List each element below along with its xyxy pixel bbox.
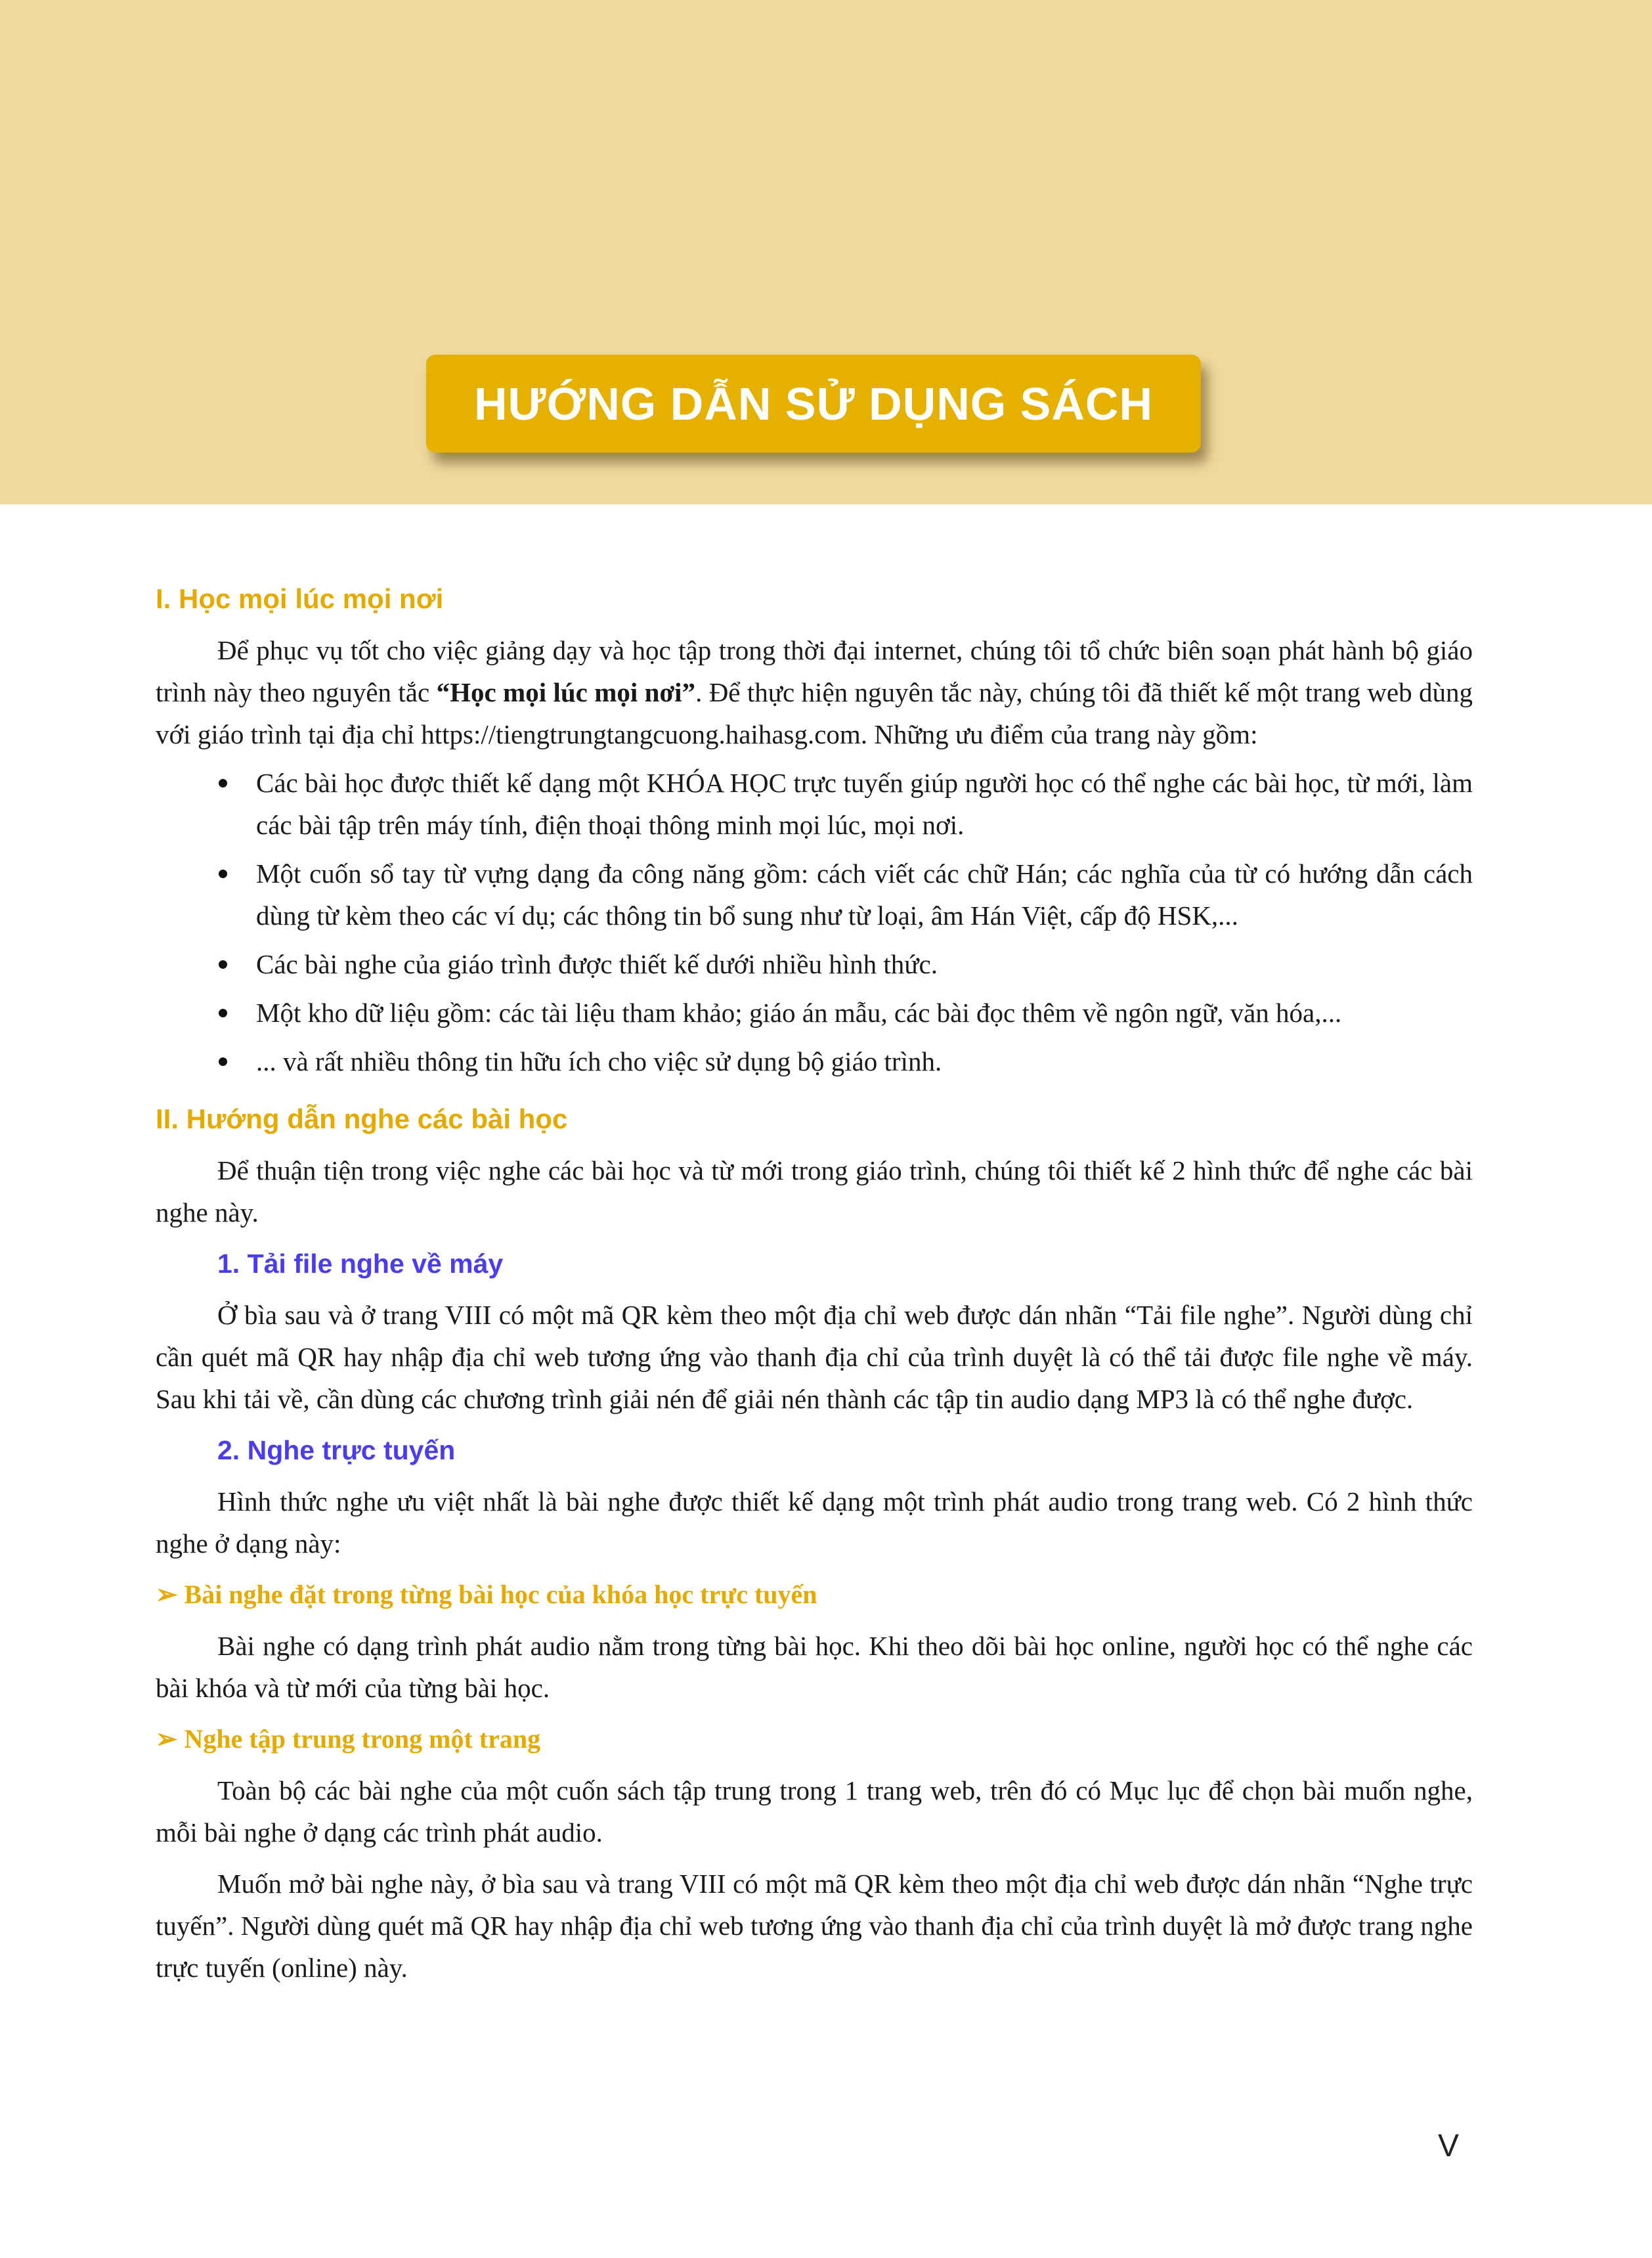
list-item-text: Một cuốn sổ tay từ vựng dạng đa công năng gồm: cách viết các chữ Hán; các nghĩa của từ có hướng dẫn cách dùng từ kèm theo các ví dụ; các thông tin bổ sung như từ loại, âm Hán Việt, cấp độ HSK,... — [256, 858, 1473, 931]
section1-heading: I. Học mọi lúc mọi nơi — [156, 583, 444, 614]
title-banner — [426, 355, 1201, 453]
content — [156, 578, 1473, 1989]
arrow2-text1: Toàn bộ các bài nghe của một cuốn sách tập trung trong 1 trang web, trên đó có Mục lục để chọn bài muốn nghe, mỗi bài nghe ở dạng các trình phát audio. — [156, 1775, 1473, 1848]
list-item — [156, 852, 1473, 937]
bullet-icon — [219, 870, 227, 878]
list-item-text: Một kho dữ liệu gồm: các tài liệu tham khảo; giáo án mẫu, các bài đọc thêm về ngôn ngữ, văn hóa,... — [256, 998, 1342, 1028]
arrow1-heading — [156, 1574, 1473, 1616]
bold-phrase: “Học mọi lúc mọi nơi” — [436, 677, 696, 707]
arrow-right-icon: ➢ — [156, 1580, 185, 1609]
heading-text: Nghe tập trung trong một trang — [184, 1724, 541, 1754]
heading-text: Bài nghe đặt trong từng bài học của khóa học trực tuyến — [184, 1580, 817, 1609]
sub1-heading: 1. Tải file nghe về máy — [217, 1249, 504, 1279]
list-item-text: Các bài học được thiết kế dạng một KHÓA HỌC trực tuyến giúp người học có thể nghe các bài học, từ mới, làm các bài tập trên máy tính, điện thoại thông minh mọi lúc, mọi nơi. — [256, 768, 1473, 840]
list-item-text: Các bài nghe của giáo trình được thiết kế dưới nhiều hình thức. — [256, 949, 938, 979]
list-item — [156, 943, 1473, 985]
bullet-icon — [219, 1057, 227, 1066]
page-title: HƯỚNG DẪN SỬ DỤNG SÁCH — [474, 378, 1153, 430]
bullet-icon — [219, 1009, 227, 1017]
arrow1-text: Bài nghe có dạng trình phát audio nằm trong từng bài học. Khi theo dõi bài học online, người học có thể nghe các bài khóa và từ mới của từng bài học. — [156, 1631, 1473, 1703]
bullet-icon — [219, 779, 227, 787]
arrow-right-icon: ➢ — [156, 1724, 185, 1754]
text: Để phục vụ tốt cho việc giảng dạy và học tập trong thời đại internet, chúng tôi tổ chức biên soạn phát hành bộ giáo trình này theo nguyên tắc — [156, 635, 1473, 707]
sub2-heading: 2. Nghe trực tuyến — [217, 1435, 456, 1465]
arrow2-text2: Muốn mở bài nghe này, ở bìa sau và trang VIII có một mã QR kèm theo một địa chỉ web được dán nhãn “Nghe trực tuyến”. Người dùng quét mã QR hay nhập địa chỉ web tương ứng vào thanh địa chỉ của trình duyệt là mở được trang nghe trực tuyến (online) này. — [156, 1869, 1473, 1983]
list-item — [156, 762, 1473, 846]
list-item — [156, 1040, 1473, 1082]
section1-paragraph — [156, 629, 1473, 755]
sub2-text: Hình thức nghe ưu việt nhất là bài nghe được thiết kế dạng một trình phát audio trong trang web. Có 2 hình thức nghe ở dạng này: — [156, 1486, 1473, 1559]
section2-intro: Để thuận tiện trong việc nghe các bài học và từ mới trong giáo trình, chúng tôi thiết kế 2 hình thức để nghe các bài nghe này. — [156, 1155, 1473, 1228]
bullet-icon — [219, 960, 227, 969]
sub1-text: Ở bìa sau và ở trang VIII có một mã QR kèm theo một địa chỉ web được dán nhãn “Tải file nghe”. Người dùng chỉ cần quét mã QR hay nhập địa chỉ web tương ứng vào thanh địa chỉ của trình duyệt là có thể tải được file nghe về máy. Sau khi tải về, cần dùng các chương trình giải nén để giải nén thành các tập tin audio dạng MP3 là có thể nghe được. — [156, 1300, 1473, 1414]
list-item-text: ... và rất nhiều thông tin hữu ích cho việc sử dụng bộ giáo trình. — [256, 1046, 942, 1076]
list-item — [156, 992, 1473, 1034]
text: . Để thực hiện nguyên tắc này, chúng tôi đã thiết kế một trang web dùng với giáo trình tại địa chỉ https://tiengtrungtangcuong.haihasg.com. Những ưu điểm của trang này gồm: — [156, 677, 1473, 749]
page-number: V — [1438, 2129, 1460, 2163]
section2-heading: II. Hướng dẫn nghe các bài học — [156, 1103, 568, 1134]
arrow2-heading — [156, 1718, 1473, 1760]
advantages-list — [156, 762, 1473, 1082]
